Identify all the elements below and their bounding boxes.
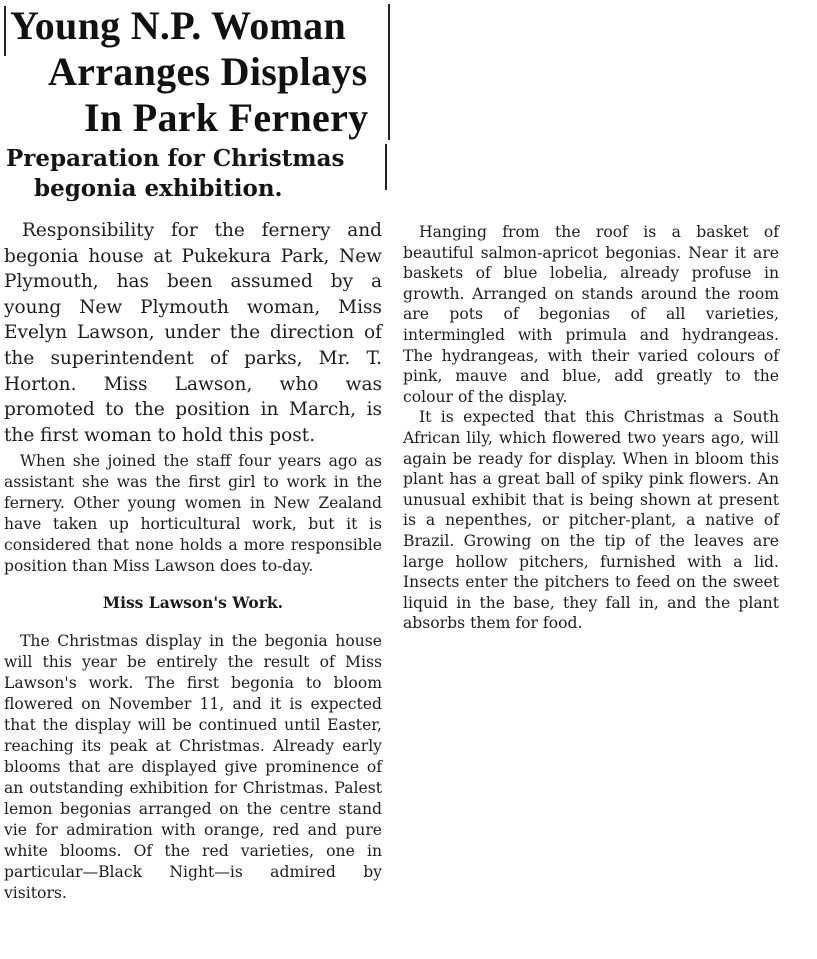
headline-line-3: In Park Fernery xyxy=(84,95,369,140)
body-paragraph-3: The Christmas display in the begonia house will this year be entirely the result of Miss Lawson's work. The first begonia to bloom flowered on November 11, and it is expected that the display will be continued until Easter, reaching its peak at Christmas. Already early blooms that are displayed give prominence of an outstanding exhibition for Christmas. Palest lemon begonias arranged on the centre stand vie for admiration with orange, red and pure white blooms. Of the red varieties, one in particular—Black Night—is admired by visitors. xyxy=(4,632,382,903)
subheadline-line-1: Preparation for Christmas xyxy=(6,145,345,172)
right-paragraph-1: Hanging from the roof is a basket of beautiful salmon-apricot begonias. Near it are baskets of blue lobelia, already profuse in growth. Arranged on stands around the room are pots of begonias of all varieties, intermingled with primula and hydrangeas. The hydrangeas, with their varied colours of pink, mauve and blue, add greatly to the colour of the display. xyxy=(403,223,779,406)
right-column xyxy=(403,222,779,634)
column-rule-right xyxy=(388,4,390,140)
lead-paragraph: Responsibility for the fernery and begonia house at Pukekura Park, New Plymouth, has been assumed by a young New Plymouth woman, Miss Evelyn Lawson, under the direction of the superintendent of parks, Mr. T. Horton. Miss Lawson, who was promoted to the position in March, is the first woman to hold this post. xyxy=(4,220,382,446)
right-paragraph-2: It is expected that this Christmas a South African lily, which flowered two years ago, will again be ready for display. When in bloom this plant has a great ball of spiky pink flowers. An unusual exhibit that is being shown at present is a nepenthes, or pitcher-plant, a native of Brazil. Growing on the tip of the leaves are large hollow pitchers, furnished with a lid. Insects enter the pitchers to feed on the sweet liquid in the base, they fall in, and the plant absorbs them for food. xyxy=(403,408,779,633)
headline-line-2: Arranges Displays xyxy=(48,49,368,94)
column-rule-left xyxy=(4,6,6,56)
headline-line-1: Young N.P. Woman xyxy=(10,3,347,48)
body-paragraph-2: When she joined the staff four years ago as assistant she was the first girl to work in the fernery. Other young women in New Zealand have taken up horticultural work, but it is considered that none holds a more responsible position than Miss Lawson does to-day. xyxy=(4,452,382,576)
subheadline-rule xyxy=(385,144,387,190)
headline-block xyxy=(0,0,392,142)
subheadline-block xyxy=(0,144,392,206)
section-heading: Miss Lawson's Work. xyxy=(102,593,284,613)
subheadline-line-2: begonia exhibition. xyxy=(34,175,283,202)
left-column xyxy=(4,218,382,904)
